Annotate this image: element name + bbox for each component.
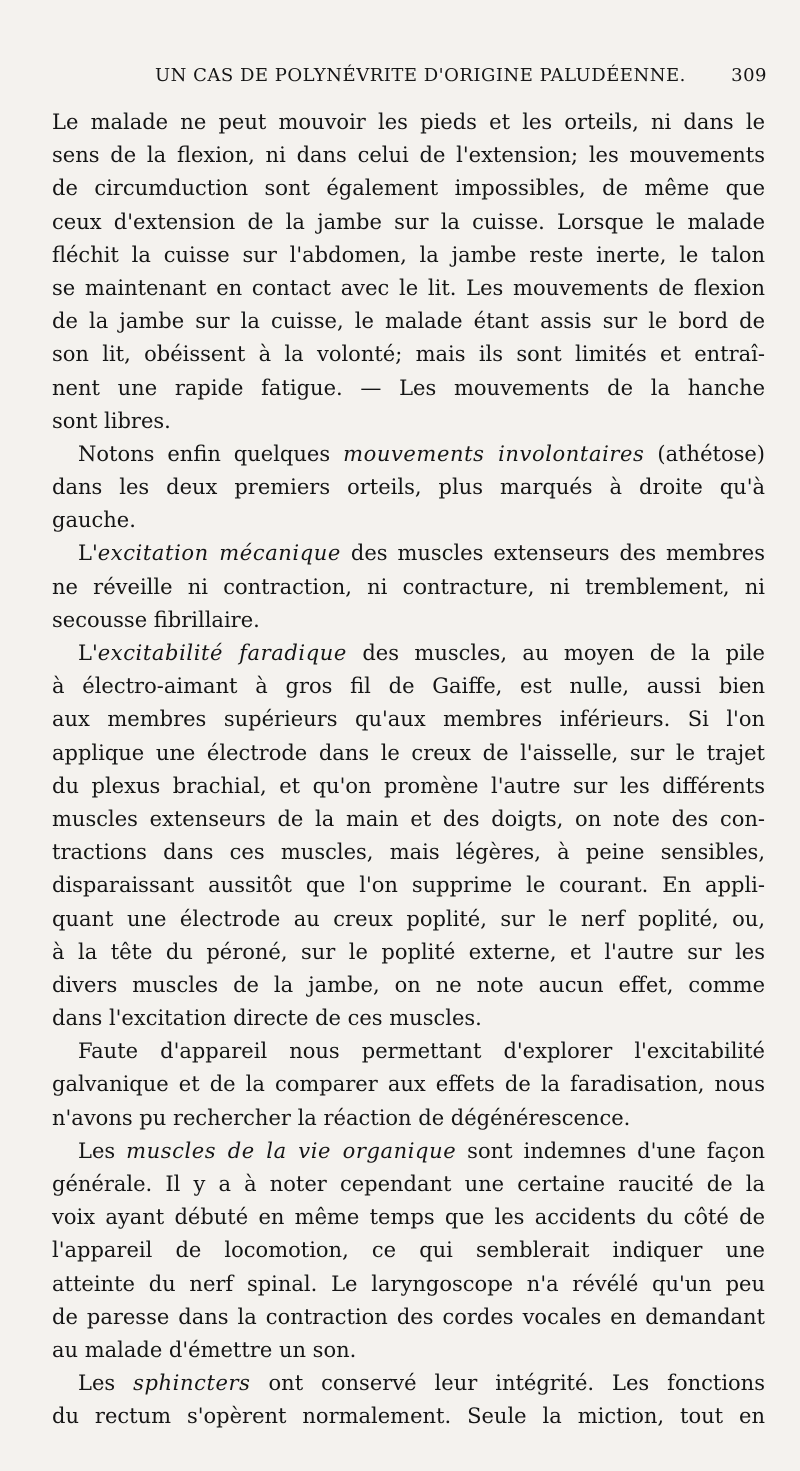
text-run: de circumduction sont également impossibles, de même que — [52, 176, 765, 201]
text-line — [52, 1168, 765, 1201]
text-line — [52, 1234, 765, 1267]
text-run: ont conservé leur intégrité. Les fonctions — [250, 1371, 765, 1396]
text-line — [52, 239, 765, 272]
text-run: aux membres supérieurs qu'aux membres inférieurs. Si l'on — [52, 707, 765, 732]
text-line — [52, 637, 765, 670]
running-title: UN CAS DE POLYNÉVRITE D'ORIGINE PALUDÉENNE. — [155, 65, 686, 86]
italic-phrase: mouvements involontaires — [343, 441, 645, 466]
text-line — [52, 1002, 765, 1035]
text-run: nent une rapide fatigue. — Les mouvements de la hanche — [52, 375, 765, 400]
text-line — [52, 1102, 765, 1135]
text-run: muscles extenseurs de la main et des doigts, on note des con- — [52, 806, 765, 831]
text-run: se maintenant en contact avec le lit. Les mouvements de flexion — [52, 275, 765, 300]
text-line — [52, 1201, 765, 1234]
text-run: générale. Il y a à noter cependant une certaine raucité de la — [52, 1172, 765, 1196]
text-line — [52, 703, 765, 736]
text-line — [52, 670, 765, 703]
text-run: Faute d'appareil nous permettant d'explorer l'excitabilité — [78, 1039, 765, 1064]
text-line — [52, 272, 765, 305]
italic-phrase: sphincters — [133, 1371, 251, 1396]
text-line — [52, 604, 765, 637]
text-line — [52, 770, 765, 803]
text-run: fléchit la cuisse sur l'abdomen, la jambe reste inerte, le talon — [52, 242, 765, 267]
text-line — [52, 106, 765, 139]
text-line — [52, 438, 765, 471]
text-run: divers muscles de la jambe, on ne note aucun effet, comme — [52, 972, 765, 997]
text-line — [52, 737, 765, 770]
page-number: 309 — [731, 65, 767, 86]
text-run: Les — [78, 1371, 134, 1396]
text-run: L' — [78, 541, 98, 566]
text-run: disparaissant aussitôt que l'on supprime le courant. En appli- — [52, 873, 765, 898]
text-run: de la jambe sur la cuisse, le malade étant assis sur le bord de — [52, 309, 765, 334]
text-line — [52, 537, 765, 570]
text-run: n'avons pu rechercher la réaction de dégénérescence. — [52, 1105, 631, 1130]
text-run: l'appareil de locomotion, ce qui semblerait indiquer une — [52, 1238, 765, 1263]
text-line — [52, 969, 765, 1002]
text-run: des muscles, au moyen de la pile — [346, 641, 765, 665]
text-line — [52, 936, 765, 969]
text-line — [52, 1068, 765, 1101]
text-run: quant une électrode au creux poplité, sur le nerf poplité, ou, — [52, 906, 765, 931]
text-line — [52, 372, 765, 405]
text-line — [52, 869, 765, 902]
text-line — [52, 836, 765, 869]
text-run: son lit, obéissent à la volonté; mais ils sont limités et entraî- — [52, 342, 765, 367]
text-run: tractions dans ces muscles, mais légères, à peine sensibles, — [52, 840, 765, 865]
text-line — [52, 139, 765, 172]
text-run: L' — [78, 641, 98, 665]
text-run: du plexus brachial, et qu'on promène l'autre sur les différents — [52, 773, 765, 798]
italic-phrase: excitabilité faradique — [97, 641, 347, 665]
text-run: secousse fibrillaire. — [52, 607, 260, 632]
text-run: gauche. — [52, 508, 136, 533]
text-run: du rectum s'opèrent normalement. Seule la miction, tout en — [52, 1404, 765, 1429]
text-line — [52, 504, 765, 537]
text-run: dans l'excitation directe de ces muscles. — [52, 1006, 482, 1031]
text-line — [52, 903, 765, 936]
text-run: Notons enfin quelques — [78, 441, 344, 466]
text-line — [52, 803, 765, 836]
text-run: galvanique et de la comparer aux effets de la faradisation, nous — [52, 1072, 765, 1097]
text-run: applique une électrode dans le creux de l'aisselle, sur le trajet — [52, 740, 765, 765]
text-line — [52, 1135, 765, 1168]
text-run: Le malade ne peut mouvoir les pieds et les orteils, ni dans le — [52, 110, 765, 134]
text-line — [52, 1301, 765, 1334]
text-line — [52, 571, 765, 604]
text-line — [52, 405, 765, 438]
text-run: au malade d'émettre un son. — [52, 1337, 357, 1362]
italic-phrase: muscles de la vie organique — [126, 1138, 457, 1163]
text-run: sens de la flexion, ni dans celui de l'extension; les mouvements — [52, 143, 765, 168]
text-line — [52, 471, 765, 504]
text-line — [52, 1334, 765, 1367]
text-line — [52, 1035, 765, 1068]
text-run: à la tête du péroné, sur le poplité externe, et l'autre sur les — [52, 939, 765, 964]
text-run: Les — [78, 1138, 127, 1163]
text-line — [52, 338, 765, 371]
text-run: (athétose) — [644, 441, 765, 466]
text-run: à électro-aimant à gros fil de Gaiffe, est nulle, aussi bien — [52, 674, 765, 699]
text-line — [52, 1400, 765, 1433]
text-run: sont libres. — [52, 408, 171, 433]
text-line — [52, 172, 765, 205]
text-run: ne réveille ni contraction, ni contracture, ni tremblement, ni — [52, 574, 765, 599]
text-line — [52, 305, 765, 338]
text-line — [52, 1367, 765, 1400]
text-line — [52, 1268, 765, 1301]
text-run: de paresse dans la contraction des cordes vocales en demandant — [52, 1304, 765, 1329]
italic-phrase: excitation mécanique — [97, 541, 341, 566]
text-run: atteinte du nerf spinal. Le laryngoscope n'a révélé qu'un peu — [52, 1271, 765, 1296]
body-text — [52, 106, 765, 1434]
text-run: voix ayant débuté en même temps que les accidents du côté de — [52, 1205, 765, 1230]
text-run: sont indemnes d'une façon — [456, 1138, 765, 1163]
text-line — [52, 206, 765, 239]
text-run: des muscles extenseurs des membres — [340, 541, 765, 566]
text-run: ceux d'extension de la jambe sur la cuisse. Lorsque le malade — [52, 209, 765, 234]
text-run: dans les deux premiers orteils, plus marqués à droite qu'à — [52, 475, 765, 500]
